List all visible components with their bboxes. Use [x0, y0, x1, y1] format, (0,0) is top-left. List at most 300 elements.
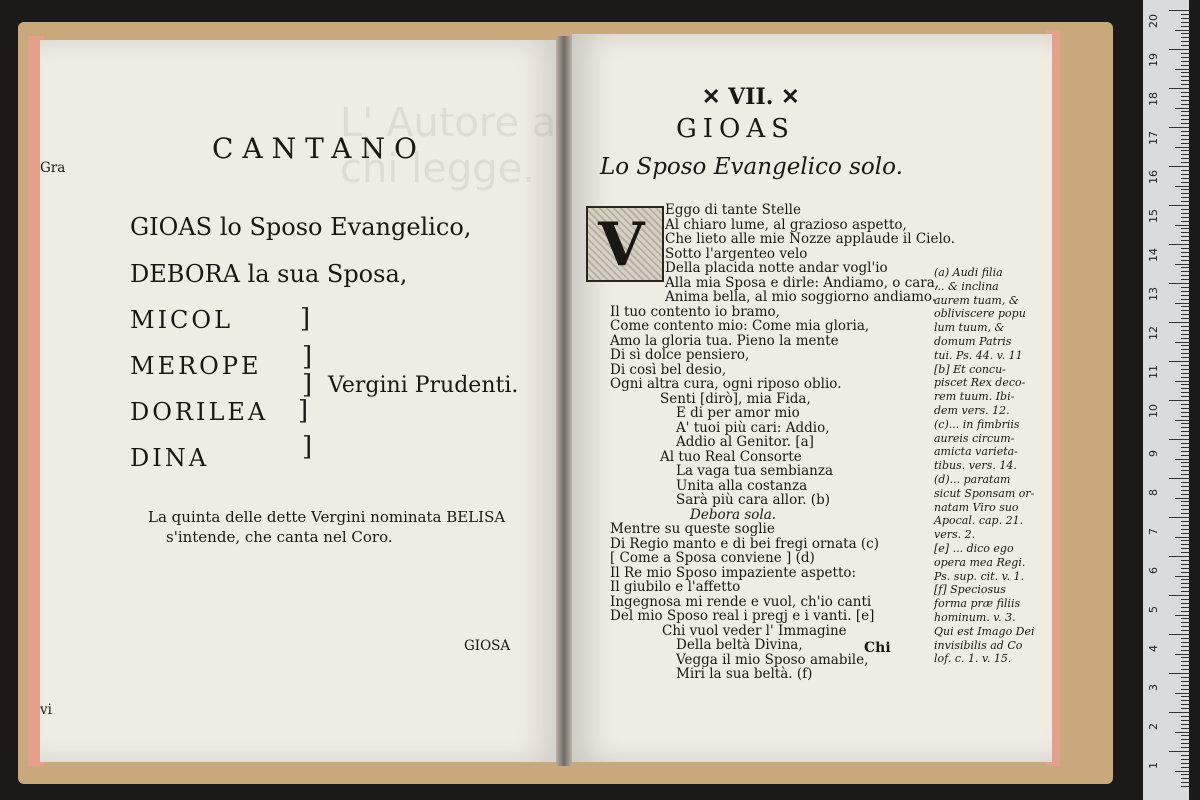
ruler-tick [1181, 611, 1189, 612]
verse-line: Senti [dirò], mia Fida, [660, 390, 811, 407]
ruler-tick [1181, 100, 1189, 101]
ruler-tick [1181, 642, 1189, 643]
verse-line: E di per amor mio [676, 405, 800, 421]
ruler-tick [1181, 299, 1189, 300]
ruler-tick [1181, 622, 1189, 623]
margin-note-line: lum tuum, & [934, 321, 1005, 335]
ruler-tick [1181, 447, 1189, 448]
verse-line: Ingegnosa mi rende e vuol, ch'io canti [610, 593, 872, 610]
ruler-tick [1181, 708, 1189, 709]
ruler-tick [1181, 123, 1189, 124]
ruler-tick [1181, 384, 1189, 385]
ruler-tick [1181, 650, 1189, 651]
ruler-tick [1181, 490, 1189, 491]
ruler-tick [1181, 197, 1189, 198]
margin-note-line: vers. 2. [934, 528, 976, 542]
ruler-tick [1181, 767, 1189, 768]
ruler-tick [1181, 482, 1189, 483]
verse-line: Sarà più cara allor. (b) [676, 492, 830, 508]
ruler-tick [1181, 96, 1189, 97]
verse-line: Miri la sua beltà. (f) [676, 666, 813, 682]
ruler-tick [1181, 669, 1189, 670]
ruler-tick [1181, 544, 1189, 545]
verse-line: Addio al Genitor. [a] [676, 434, 814, 450]
margin-note-line: Ps. sup. cit. v. 1. [934, 569, 1024, 583]
ruler-number: 2 [1147, 723, 1160, 730]
ruler-tick [1181, 583, 1189, 584]
ruler-tick [1181, 720, 1189, 721]
ruler-tick [1181, 221, 1189, 222]
measuring-ruler [1143, 0, 1189, 800]
ruler-tick [1181, 462, 1189, 463]
ruler-tick [1181, 774, 1189, 775]
page-subtitle: Lo Sposo Evangelico solo. [600, 154, 903, 180]
ruler-tick [1181, 568, 1189, 569]
ruler-tick [1181, 232, 1189, 233]
ruler-tick [1181, 657, 1189, 658]
margin-note-line: invisibilis ad Co [934, 638, 1023, 652]
ruler-tick [1181, 435, 1189, 436]
verse-line: Il giubilo e l'affetto [610, 579, 741, 595]
margin-note-line: piscet Rex deco- [934, 376, 1026, 390]
ruler-tick [1181, 287, 1189, 288]
ruler-tick [1181, 689, 1189, 690]
ruler-tick [1175, 108, 1189, 109]
margin-fragment-top: Gra [40, 160, 66, 176]
role-gioas: GIOAS lo Sposo Evangelico, [130, 213, 472, 241]
margin-note-line: Apocal. cap. 21. [934, 514, 1024, 528]
ruler-tick [1181, 755, 1189, 756]
ruler-tick [1175, 69, 1189, 70]
ruler-tick [1181, 735, 1189, 736]
ruler-tick [1175, 693, 1189, 694]
ruler-tick [1181, 236, 1189, 237]
ruler-tick [1181, 84, 1189, 85]
bracket-1: ] [300, 304, 311, 334]
ruler-tick [1181, 377, 1189, 378]
ruler-tick [1181, 423, 1189, 424]
ruler-tick [1181, 158, 1189, 159]
ruler-tick [1181, 76, 1189, 77]
margin-note-line: Qui est Imago Dei [934, 624, 1035, 638]
ruler-number: 9 [1147, 450, 1160, 457]
ruler-tick [1181, 349, 1189, 350]
ruler-tick [1181, 646, 1189, 647]
ruler-tick [1181, 72, 1189, 73]
verse-line: Ogni altra cura, ogni riposo oblio. [610, 376, 842, 392]
ruler-tick [1169, 283, 1189, 284]
ruler-tick [1181, 275, 1189, 276]
ruler-tick [1181, 252, 1189, 253]
ruler-tick [1169, 361, 1189, 362]
ruler-tick [1181, 525, 1189, 526]
drop-cap [586, 206, 664, 282]
ruler-tick [1181, 256, 1189, 257]
ruler-tick [1169, 556, 1189, 557]
ruler-tick [1175, 303, 1189, 304]
verse-line: Mentre su queste soglie [610, 521, 775, 537]
ruler-tick [1181, 170, 1189, 171]
ruler-tick [1181, 505, 1189, 506]
ruler-tick [1181, 57, 1189, 58]
ruler-tick [1181, 603, 1189, 604]
ruler-tick [1181, 260, 1189, 261]
ruler-number: 7 [1147, 528, 1160, 535]
ruler-tick [1181, 474, 1189, 475]
margin-note-line: natam Viro suo [934, 500, 1019, 514]
verse-line: [ Come a Sposa conviene ] (d) [610, 550, 815, 566]
ruler-tick [1175, 576, 1189, 577]
ruler-number: 5 [1147, 606, 1160, 613]
ruler-tick [1181, 416, 1189, 417]
ruler-tick [1181, 638, 1189, 639]
ruler-tick [1175, 771, 1189, 772]
ruler-tick [1181, 579, 1189, 580]
verse-line: Debora sola. [690, 506, 777, 523]
ruler-number: 19 [1147, 53, 1160, 67]
ruler-tick [1175, 654, 1189, 655]
ruler-number: 13 [1147, 287, 1160, 301]
right-page [572, 34, 1052, 762]
ruler-tick [1181, 455, 1189, 456]
verse-line: Anima bella, al mio soggiorno andiamo. [665, 289, 937, 305]
bracket-4: ] [298, 396, 309, 426]
margin-note-line: [b] Et concu- [934, 362, 1006, 376]
bracket-2: ] [302, 342, 313, 372]
verse-line: Il tuo contento io bramo, [610, 303, 780, 320]
ruler-tick [1181, 53, 1189, 54]
ruler-tick [1175, 342, 1189, 343]
ruler-tick [1181, 486, 1189, 487]
margin-note-line: hominum. v. 3. [934, 611, 1016, 624]
ruler-tick [1181, 248, 1189, 249]
verse-line: A' tuoi più cari: Addio, [676, 419, 830, 436]
note-line-2: s'intende, che canta nel Coro. [166, 528, 393, 546]
role-micol: MICOL [130, 306, 234, 334]
ruler-tick [1181, 427, 1189, 428]
ruler-tick [1175, 264, 1189, 265]
margin-note-line: aureis circum- [934, 431, 1015, 445]
margin-note-line: (c)... in fimbriis [934, 417, 1020, 431]
role-dina: DINA [130, 444, 210, 472]
ruler-tick [1181, 61, 1189, 62]
ruler-number: 12 [1147, 326, 1160, 340]
verse-line: Chi vuol veder l' Immagine [662, 622, 847, 639]
ruler-tick [1181, 630, 1189, 631]
ruler-tick [1169, 634, 1189, 635]
ruler-tick [1181, 291, 1189, 292]
ruler-number: 15 [1147, 209, 1160, 223]
ruler-tick [1181, 213, 1189, 214]
ruler-tick [1181, 18, 1189, 19]
ruler-tick [1181, 572, 1189, 573]
margin-note-line: domum Patris [934, 335, 1012, 348]
ruler-tick [1181, 330, 1189, 331]
ruler-tick [1181, 115, 1189, 116]
ruler-tick [1181, 345, 1189, 346]
ruler-tick [1181, 209, 1189, 210]
ruler-tick [1181, 607, 1189, 608]
ruler-tick [1181, 338, 1189, 339]
book-gutter [556, 36, 572, 766]
margin-note-line: tui. Ps. 44. v. 11 [934, 348, 1023, 362]
ruler-tick [1181, 92, 1189, 93]
ruler-tick [1175, 147, 1189, 148]
margin-fragment-bottom: vi [40, 702, 52, 718]
verse-line: Di sì dolce pensiero, [610, 347, 750, 363]
ruler-tick [1169, 751, 1189, 752]
ruler-tick [1181, 494, 1189, 495]
ruler-tick [1181, 521, 1189, 522]
ruler-tick [1181, 587, 1189, 588]
margin-note-line: obliviscere popu [934, 307, 1026, 321]
ruler-tick [1181, 509, 1189, 510]
drop-cap-letter: V [598, 210, 645, 280]
verse-line: Unita alla costanza [676, 477, 808, 494]
ruler-tick [1181, 513, 1189, 514]
ruler-tick [1181, 150, 1189, 151]
ruler-tick [1169, 88, 1189, 89]
ruler-tick [1181, 618, 1189, 619]
ruler-tick [1181, 154, 1189, 155]
ruler-tick [1181, 661, 1189, 662]
ruler-tick [1181, 318, 1189, 319]
ruler-tick [1181, 564, 1189, 565]
verse-line: Al chiaro lume, al grazioso aspetto, [665, 216, 907, 233]
ruler-tick [1181, 412, 1189, 413]
ruler-tick [1181, 743, 1189, 744]
verse-line: Vegga il mio Sposo amabile, [676, 651, 869, 668]
ruler-tick [1181, 193, 1189, 194]
ruler-tick [1181, 431, 1189, 432]
ruler-number: 18 [1147, 92, 1160, 106]
cast-heading: CANTANO [212, 132, 426, 165]
ruler-tick [1169, 712, 1189, 713]
ruler-tick [1181, 626, 1189, 627]
left-page: L' Autore a chi legge. Gra vi CANTANO GIOAS lo Sposo Evangelico, DEBORA la sua Sposa, MICOL MEROPE DORILEA DINA ] ] ] ] ] Vergini Prudenti. La quinta delle dette Vergini nominata BELISA s'intende, che canta nel Coro. GIOSA [40, 40, 560, 762]
ruler-tick [1181, 131, 1189, 132]
ruler-tick [1181, 396, 1189, 397]
ruler-tick [1181, 599, 1189, 600]
ruler-number: 1 [1147, 762, 1160, 769]
ruler-tick [1181, 271, 1189, 272]
ruler-number: 11 [1147, 365, 1160, 379]
ruler-number: 20 [1147, 14, 1160, 28]
ruler-tick [1169, 127, 1189, 128]
ruler-tick [1181, 716, 1189, 717]
ruler-tick [1181, 22, 1189, 23]
role-debora: DEBORA la sua Sposa, [130, 260, 408, 288]
page-title: GIOAS [676, 114, 795, 144]
verse-line: Sotto l'argenteo velo [665, 245, 808, 262]
ruler-tick [1181, 201, 1189, 202]
ruler-tick [1181, 295, 1189, 296]
ruler-tick [1181, 111, 1189, 112]
ruler-tick [1181, 306, 1189, 307]
ruler-tick [1181, 174, 1189, 175]
ruler-tick [1175, 225, 1189, 226]
ruler-tick [1181, 314, 1189, 315]
ruler-tick [1181, 65, 1189, 66]
verse-line: Come contento mio: Come mia gloria, [610, 318, 870, 334]
ruler-tick [1181, 681, 1189, 682]
ruler-tick [1175, 381, 1189, 382]
margin-note-line: rem tuum. Ibi- [934, 390, 1015, 404]
verse-line: Della placida notte andar vogl'io [665, 260, 888, 276]
margin-note-line: sicut Sponsam or- [934, 486, 1035, 500]
margin-note-line: ... & inclina [934, 279, 999, 293]
ruler-number: 4 [1147, 645, 1160, 652]
bracket-label: Vergini Prudenti. [328, 373, 519, 398]
ruler-tick [1181, 267, 1189, 268]
margin-note-line: dem vers. 12. [934, 404, 1010, 417]
ruler-tick [1175, 732, 1189, 733]
ruler-tick [1181, 326, 1189, 327]
ruler-tick [1175, 420, 1189, 421]
ruler-tick [1181, 182, 1189, 183]
ruler-tick [1181, 189, 1189, 190]
ruler-tick [1181, 139, 1189, 140]
ruler-tick [1181, 279, 1189, 280]
ruler-tick [1181, 591, 1189, 592]
ruler-tick [1169, 205, 1189, 206]
ruler-tick [1181, 665, 1189, 666]
ruler-number: 16 [1147, 170, 1160, 184]
ruler-tick [1181, 162, 1189, 163]
ruler-tick [1169, 10, 1189, 11]
ruler-tick [1181, 45, 1189, 46]
verse-line: Il Re mio Sposo impaziente aspetto: [610, 564, 857, 581]
ruler-tick [1169, 595, 1189, 596]
ruler-tick [1181, 353, 1189, 354]
ruler-tick [1181, 747, 1189, 748]
verse-line: Di Regio manto e di bei fregi ornata (c) [610, 535, 879, 552]
ruler-tick [1181, 178, 1189, 179]
role-merope: MEROPE [130, 352, 262, 380]
ruler-number: 14 [1147, 248, 1160, 262]
ruler-tick [1181, 470, 1189, 471]
ruler-tick [1169, 400, 1189, 401]
page-number-value: VII. [728, 84, 774, 110]
ruler-tick [1181, 466, 1189, 467]
ruler-tick [1181, 369, 1189, 370]
ruler-tick [1181, 763, 1189, 764]
ruler-tick [1181, 41, 1189, 42]
ruler-tick [1181, 552, 1189, 553]
ruler-tick [1181, 739, 1189, 740]
ruler-tick [1181, 540, 1189, 541]
ruler-tick [1181, 759, 1189, 760]
ruler-tick [1181, 404, 1189, 405]
ruler-tick [1169, 478, 1189, 479]
ruler-tick [1169, 439, 1189, 440]
ruler-tick [1181, 373, 1189, 374]
ruler-tick [1181, 560, 1189, 561]
ruler-tick [1175, 537, 1189, 538]
ruler-number: 3 [1147, 684, 1160, 691]
ruler-tick [1181, 529, 1189, 530]
ruler-tick [1181, 334, 1189, 335]
ruler-tick [1181, 26, 1189, 27]
ruler-tick [1181, 548, 1189, 549]
ruler-tick [1181, 451, 1189, 452]
ruler-tick [1181, 704, 1189, 705]
ruler-tick [1175, 186, 1189, 187]
verse-line: Del mio Sposo real i pregj e i vanti. [e] [610, 608, 875, 624]
verse-line: Della beltà Divina, [676, 637, 803, 653]
ruler-tick [1181, 310, 1189, 311]
ruler-number: 10 [1147, 404, 1160, 418]
ruler-tick [1181, 728, 1189, 729]
margin-note-line: (d)... paratam [934, 473, 1011, 486]
ruler-tick [1181, 388, 1189, 389]
ruler-tick [1181, 37, 1189, 38]
page-number: ✕ VII. ✕ [702, 84, 800, 110]
ruler-number: 8 [1147, 489, 1160, 496]
bracket-5: ] [302, 432, 313, 462]
ruler-tick [1181, 357, 1189, 358]
ruler-tick [1181, 217, 1189, 218]
ruler-tick [1169, 673, 1189, 674]
ruler-tick [1169, 517, 1189, 518]
ruler-tick [1181, 365, 1189, 366]
margin-note-line: lof. c. 1. v. 15. [934, 652, 1012, 666]
margin-note-line: amicta varieta- [934, 445, 1018, 459]
right-catchword: Chi [864, 640, 891, 656]
verse-line: Eggo di tante Stelle [665, 202, 801, 218]
left-catchword: GIOSA [464, 638, 511, 654]
ruler-tick [1181, 119, 1189, 120]
ruler-tick [1181, 685, 1189, 686]
margin-note-line: [e] ... dico ego [934, 542, 1014, 555]
ruler-tick [1181, 724, 1189, 725]
ruler-number: 17 [1147, 131, 1160, 145]
ruler-tick [1175, 615, 1189, 616]
ruler-tick [1169, 49, 1189, 50]
verse-line: Amo la gloria tua. Pieno la mente [610, 332, 839, 349]
margin-note-line: [f] Speciosus [934, 583, 1006, 597]
ruler-tick [1175, 30, 1189, 31]
ruler-tick [1181, 408, 1189, 409]
ruler-tick [1181, 443, 1189, 444]
ruler-tick [1181, 228, 1189, 229]
ruler-tick [1181, 392, 1189, 393]
ruler-tick [1181, 677, 1189, 678]
bracket-3: ] [302, 370, 313, 400]
margin-note-line: opera mea Regi. [934, 555, 1026, 569]
ruler-tick [1181, 782, 1189, 783]
ruler-tick [1181, 33, 1189, 34]
ruler-tick [1181, 786, 1189, 787]
note-line-1: La quinta delle dette Vergini nominata BELISA [148, 508, 506, 526]
ruler-tick [1181, 696, 1189, 697]
ruler-tick [1181, 501, 1189, 502]
ruler-tick [1181, 778, 1189, 779]
margin-note-line: tibus. vers. 14. [934, 459, 1017, 473]
margin-note-line: aurem tuam, & [934, 293, 1019, 307]
verse-line: La vaga tua sembianza [676, 463, 834, 479]
ruler-tick [1181, 143, 1189, 144]
margin-note-line: forma præ filiis [934, 597, 1021, 611]
verse-line: Al tuo Real Consorte [660, 448, 802, 465]
ruler-tick [1181, 135, 1189, 136]
verse-line: Alla mia Sposa e dirle: Andiamo, o cara, [665, 274, 940, 291]
ruler-tick [1181, 533, 1189, 534]
verse-line: Di così bel desio, [610, 361, 727, 378]
ruler-tick [1169, 244, 1189, 245]
ruler-tick [1175, 498, 1189, 499]
role-dorilea: DORILEA [130, 398, 269, 426]
